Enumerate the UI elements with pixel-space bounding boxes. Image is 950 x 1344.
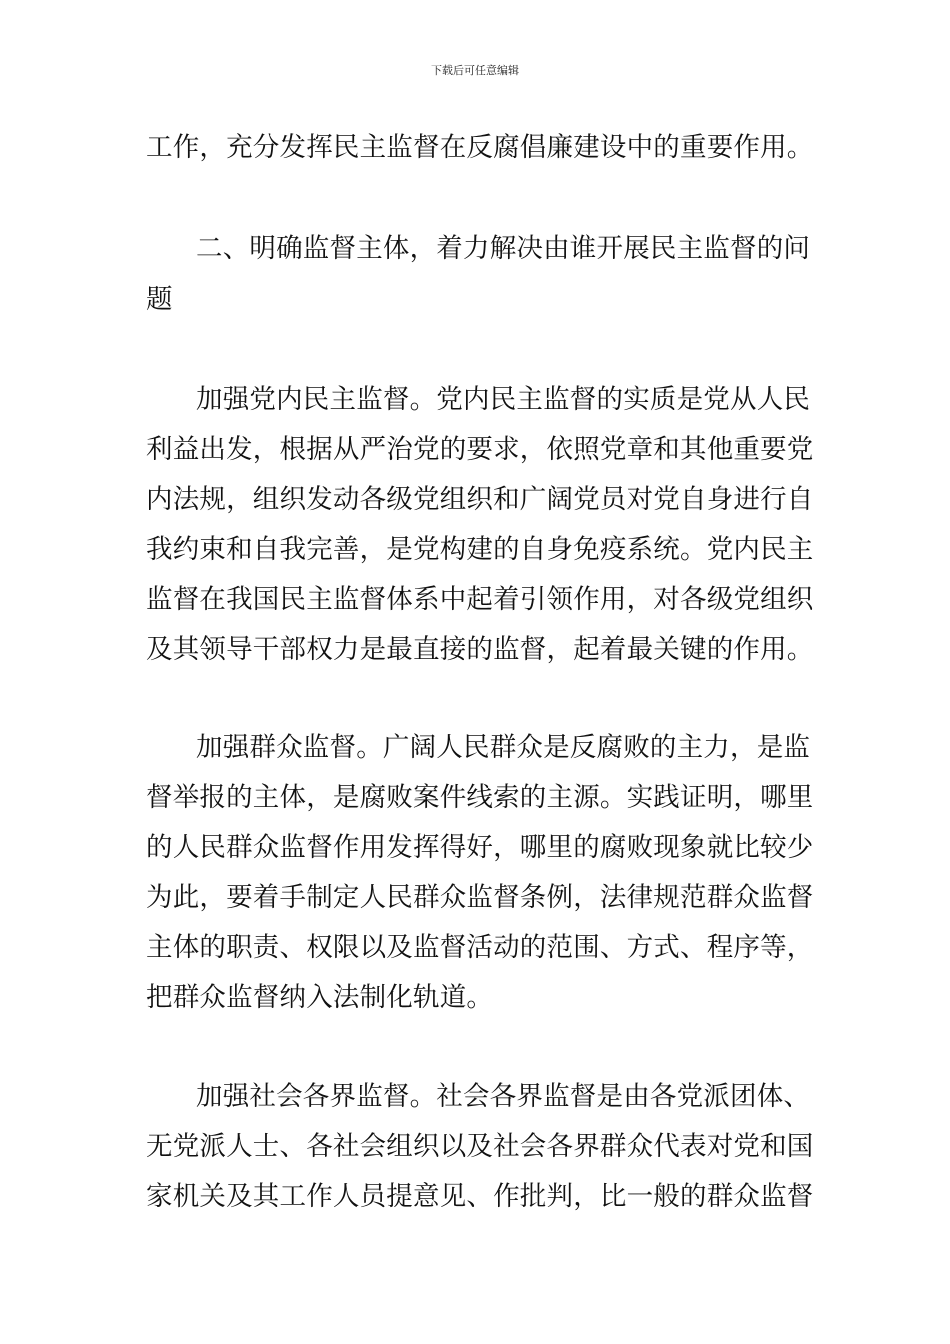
text-line: 主体的职责、权限以及监督活动的范围、方式、程序等， bbox=[146, 932, 814, 963]
text-line: 督举报的主体，是腐败案件线索的主源。实践证明，哪里 bbox=[146, 782, 814, 813]
text-line: 及其领导干部权力是最直接的监督，起着最关键的作用。 bbox=[146, 634, 814, 665]
text-line: 监督在我国民主监督体系中起着引领作用，对各级党组织 bbox=[146, 584, 814, 615]
text-line: 把群众监督纳入法制化轨道。 bbox=[146, 982, 494, 1013]
text-line: 内法规，组织发动各级党组织和广阔党员对党自身进行自 bbox=[146, 484, 814, 515]
text-line: 加强群众监督。广阔人民群众是反腐败的主力，是监 bbox=[196, 732, 811, 763]
section-heading-line: 题 bbox=[146, 284, 173, 315]
text-line: 我约束和自我完善，是党构建的自身免疫系统。党内民主 bbox=[146, 534, 814, 565]
text-line: 家机关及其工作人员提意见、作批判，比一般的群众监督 bbox=[146, 1181, 814, 1212]
text-line: 加强社会各界监督。社会各界监督是由各党派团体、 bbox=[196, 1081, 811, 1112]
text-line: 为此，要着手制定人民群众监督条例，法律规范群众监督 bbox=[146, 882, 814, 913]
text-line: 的人民群众监督作用发挥得好，哪里的腐败现象就比较少 bbox=[146, 832, 814, 863]
section-heading-line: 二、明确监督主体，着力解决由谁开展民主监督的问 bbox=[196, 233, 811, 264]
text-line: 工作，充分发挥民主监督在反腐倡廉建设中的重要作用。 bbox=[146, 132, 814, 163]
text-line: 加强党内民主监督。党内民主监督的实质是党从人民 bbox=[196, 384, 811, 415]
page-header-note: 下载后可任意编辑 bbox=[431, 64, 519, 77]
text-line: 利益出发，根据从严治党的要求，依照党章和其他重要党 bbox=[146, 434, 814, 465]
text-line: 无党派人士、各社会组织以及社会各界群众代表对党和国 bbox=[146, 1131, 814, 1162]
